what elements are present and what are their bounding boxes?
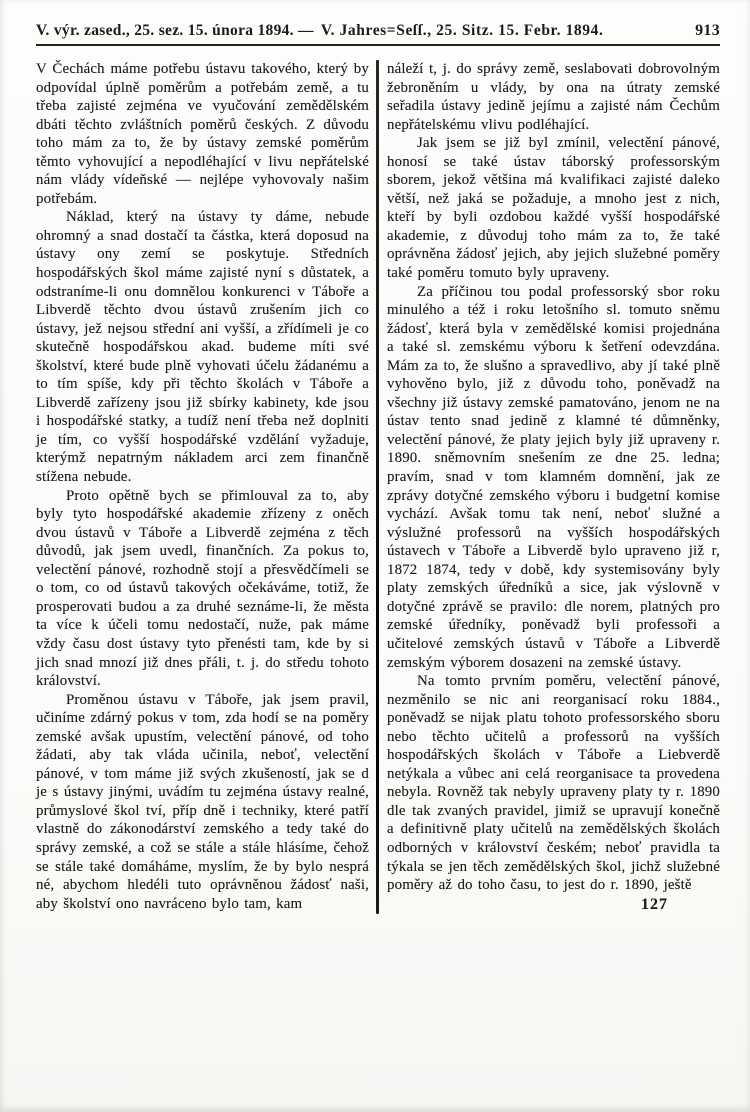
- text-columns: [36, 60, 720, 914]
- german-session-date: V. Jahres=Seſſ., 25. Sitz. 15. Febr. 1894.: [320, 22, 604, 39]
- paragraph: Proto opětně bych se přimlouval za to, aby byly tyto hospodářské akademie zřízeny z oněch dvou ústavů v Táboře a Libverdě zejména z těch důvodů, jak jsem uvedl, finančních. Za pokus to, velectění pánové, rozhodně stojí a přesvědčímeli se o tom, co od ústavů takových očekáváme, totiž, že prosperovati budou a za druhé seznáme-li, že města ta více k účeli tomu nedostačí, nuže, pak máme vždy času dost ústavy tyto přenésti tam, kde by si jich snad mnozí již dnes přáli, t. j. do středu tohoto království.: [36, 487, 369, 690]
- paragraph: Jak jsem se již byl zmínil, velectění pánové, honosí se také ústav táborský professorským sborem, jekož většina má kvalifikaci zajisté daleko větší, než jaká se požaduje, a mnoho jest z nich, kteří by byli ozdobou každé vyšší hospodářské akademie, z důvoduj toho mám za to, že také oprávněna žádosť jejich, aby jejich služebné poměry také poměru tomuto byly upraveny.: [387, 135, 720, 282]
- paragraph: Na tomto prvním poměru, velectění pánové, nezměnilo se nic ani reorganisací roku 1884., poněvadž se nijak platu tohoto professorského sboru nebo těchto učitelů a professorů na vyšších hospodářských školách v Táboře a Liebverdě netýkala a vůbec ani celá reorganisace ta provedena nebyla. Rovněž tak nebyly upraveny platy ty r. 1890 dle tak zvaných pravidel, jimiž se upravují konečně a definitivně platy učitelů na zemědělských školách odborných v království českém; neboť pravidla ta týkala se jen těch zemědělských škol, jichž služebné poměry až do toho času, to jest do r. 1890, ještě: [387, 673, 720, 894]
- page-header: [36, 22, 720, 46]
- sheet-number: 127: [641, 895, 668, 913]
- right-column: [379, 60, 720, 914]
- left-column: [36, 60, 376, 914]
- paragraph: Za příčinou tou podal professorský sbor roku minulého a též i roku letošního sl. tomuto sněmu žádosť, která byla v zemědělské komisi projednána a také sl. zemskému výboru k šetření odevzdána. Mám za to, že slušno a spravedlivo, aby jí také plně vyhověno bylo, již z důvodu toho, poněvadž na všechny již ústavy zemské pamatováno, jenom ne na ústav tento snad jedině z klamné té důmněnky, velectění pánové, že platy jejich byly již upraveny r. 1890. sněmovním snešením ze dne 25. ledna; pravím, snad v tom klamném domnění, jak ze zprávy dotyčné zemského výboru i budgetní komise vychází. Avšak tomu tak není, neboť služné a výslužné professorů na vyšších hospodářských ústavech v Táboře a Libverdě bylo upraveno již r, 1872 1874, tedy v době, kdy systemisovány byly platy zemských úředníků a sice, jak výslovně v dotyčné zprávě se pravilo: dle norem, platných pro zemské úředníky, poněvadž byli professoři a učitelové zemských ústavů v Táboře a Libverdě zemským výborem dosazeni na zemské ústavy.: [387, 283, 720, 671]
- czech-session-date: V. výr. zased., 25. sez. 15. února 1894. —: [36, 22, 314, 39]
- paragraph: náleží t, j. do správy země, seslabovati dobrovolným žebroněním u vlády, by ona na útraty zemské seřadila ústavy jedině jejímu a zajisté nám Čechům nepřátelskému vlivu podléhající.: [387, 61, 720, 133]
- paragraph: V Čechách máme potřebu ústavu takového, který by odpovídal úplně poměrům a potřebám země, a tu třeba zajisté zejména ve vyučování zemědělském dbáti těchto zvláštních poměrů českých. Z důvodu toho mám za to, že by ústavy zemské poměrům těmto vyhovující a nepodléhající v livu nepřátelské nám vlády vídeňské — nejlépe vyhovovaly našim potřebám.: [36, 61, 369, 207]
- page-number: 913: [695, 22, 720, 39]
- session-dates: [36, 22, 603, 40]
- paragraph: Náklad, který na ústavy ty dáme, nebude ohromný a snad dostačí ta částka, která doposud na ústavy ony zemí se poskytuje. Středních hospodářských škol máme zajisté nyní s důstatek, a odstraníme-li onu domnělou konkurenci v Táboře a Libverdě těchto dvou ústavů zrušením jich co ústavy, jež nejsou střední ani vyšší, a zřídímeli je co skutečně hospodářskou akad. budeme míti své školství, které bude plně vyhovati účelu žádanému a to tím spíše, kdy při těchto školách v Táboře a Libverdě zařízeny jsou již sbírky kabinety, kde jsou i hospodářské statky, a tudíž není třeba než doplniti je tím, co vyšší hospodářské vzdělání vyžaduje, kterýmž nepatrným nákladem arci zem finančně stížena nebude.: [36, 209, 369, 486]
- paragraph: Proměnou ústavu v Táboře, jak jsem pravil, učiníme zdárný pokus v tom, zda hodí se na poměry zemské avšak upustím, velectění pánové, od toho žádati, aby tak vláda učinila, neboť, velectění pánové, v tom máme již svých zkušeností, jak se d je s ústavy jinými, uvádím tu zejména ústavy realné, průmyslové škol tví, příp dně i techniky, které patří vlastně do zákonodárství zemského a tedy také do správy zemské, a což se stále a stále hlásíme, čehož se stále také domáháme, myslím, že by bylo nesprá né, abychom hledéli tuto oprávněnou žádosť naši, aby školství ono navráceno bylo tam, kam: [36, 691, 369, 912]
